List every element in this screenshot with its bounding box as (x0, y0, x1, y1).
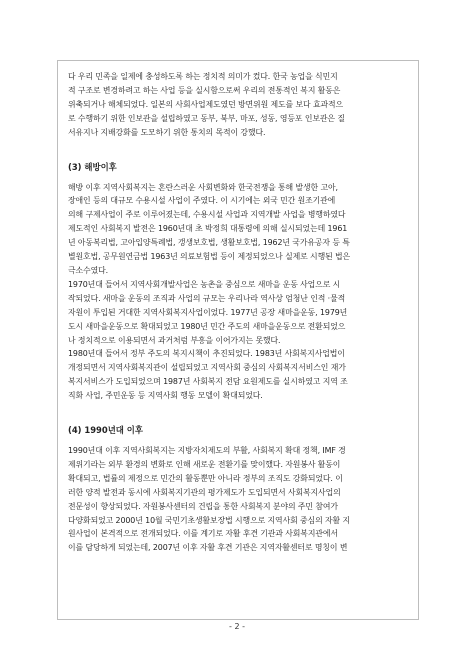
text-line: 년 아동복리법, 고아입양특례법, 갱생보호법, 생활보호법, 1962년 국가유공자 등 특 (68, 238, 350, 248)
text-line: 해방 이후 지역사회복지는 혼란스러운 사회변화와 한국전쟁을 통해 발생한 고아, (68, 182, 338, 192)
text-line: 직화 사업, 주민운동 등 지역사회 행동 모델이 확대되었다. (68, 391, 263, 401)
text-line: 작되었다. 새마을 운동의 조직과 사업의 규모는 우리나라 역사상 엄청난 인적 ·물적 (68, 293, 346, 303)
text-line: 1970년대 들어서 지역사회개발사업은 농촌을 중심으로 새마을 운동 사업으로 시 (68, 279, 341, 289)
text-line: 도시 새마을운동으로 확대되었고 1980년 민간 주도의 새마을운동으로 전환되었으 (68, 321, 346, 331)
page-number: - 2 - (229, 622, 245, 631)
section-heading-1990s: (4) 1990년대 이후 (68, 425, 143, 436)
text-line: 이를 담당하게 되었는데, 2007년 이후 자활 후견 기관은 지역자활센터로 명칭이 변 (68, 543, 348, 553)
paragraph-1990s (68, 444, 408, 555)
text-line: 장애인 등의 대규모 수용시설 사업이 주였다. 이 시기에는 외국 민간 원조기관에 (68, 196, 336, 206)
section-heading-post-liberation: (3) 해방이후 (68, 161, 117, 172)
text-line: 극소수였다. (68, 265, 109, 275)
text-line: 위축되거나 해체되었다. 일본의 사회사업제도였던 방면위원 제도를 보다 효과적으 (68, 99, 344, 109)
text-line: 의해 구제사업이 주로 이루어졌는데, 수용시설 사업과 지역개발 사업을 병행하였다 (68, 210, 346, 220)
text-line: 나 정치적으로 이용되면서 과거처럼 부흥을 이어가지는 못했다. (68, 335, 281, 345)
text-line: 개정되면서 지역사회복지관이 설립되었고 지역사회 중심의 사회복지서비스인 재가 (68, 363, 346, 373)
text-line: 제위기라는 외부 환경의 변화로 인해 새로운 전환기를 맞이했다. 자원봉사 활동이 (68, 459, 341, 469)
text-line: 원사업이 본격적으로 전개되었다. 이를 계기로 자활 후견 기관과 사회복지관에서 (68, 529, 338, 539)
text-line: 러한 양적 발전과 동시에 사회복지기관의 평가제도가 도입되면서 사회복지사업의 (68, 487, 341, 497)
paragraph-1980s (68, 347, 408, 403)
paragraph-1970s (68, 278, 408, 348)
text-line: 제도적인 사회복지 발전은 1960년대 초 박정희 대통령에 의해 실시되었는데 1961 (68, 224, 348, 234)
text-line: 확대되고, 법률의 제정으로 민간의 활동뿐만 아니라 정부의 조직도 강화되었다. 이 (68, 473, 343, 483)
paragraph-intro (68, 70, 408, 140)
text-line: 다 우리 민족을 일제에 충성하도록 하는 정치적 의미가 컸다. 한국 농업을 식민지 (68, 72, 338, 81)
text-line: 1980년대 들어서 정부 주도의 복지시책이 추진되었다. 1983년 사회복지사업법이 (68, 349, 345, 359)
text-line: 자원이 투입된 거대한 지역사회복지사업이었다. 1977년 공장 새마을운동, 1979년 (68, 307, 348, 317)
text-line: 복지서비스가 도입되었으며 1987년 사회복지 전담 요원제도를 실시하였고 지역 조 (68, 377, 348, 387)
text-line: 적 구조로 변경하려고 하는 사업 등을 실시함으로써 우리의 전통적인 복지 활동은 (68, 85, 341, 95)
document-body (68, 70, 408, 555)
text-line: 다양화되었고 2000년 10월 국민기초생활보장법 시행으로 지역사회 중심의 자활 지 (68, 515, 350, 525)
text-line: 별원호법, 공무원연금법 1963년 의료보험법 등이 제정되었으나 실제로 시행된 법은 (68, 252, 351, 262)
text-line: 1990년대 이후 지역사회복지는 지방자치제도의 부활, 사회복지 확대 정책, IMF 경 (68, 446, 346, 456)
text-line: 전문성이 향상되었다. 자원봉사센터의 건립을 통한 사회복지 분야의 주민 참여가 (68, 501, 338, 511)
text-line: 서유지나 지배강화를 도모하기 위한 통치의 목적이 강했다. (68, 127, 266, 137)
text-line: 로 수행하기 위한 인보관을 설립하였고 동부, 북부, 마포, 성동, 영등포 인보관은 질 (68, 113, 345, 123)
paragraph-post-liberation (68, 181, 408, 278)
